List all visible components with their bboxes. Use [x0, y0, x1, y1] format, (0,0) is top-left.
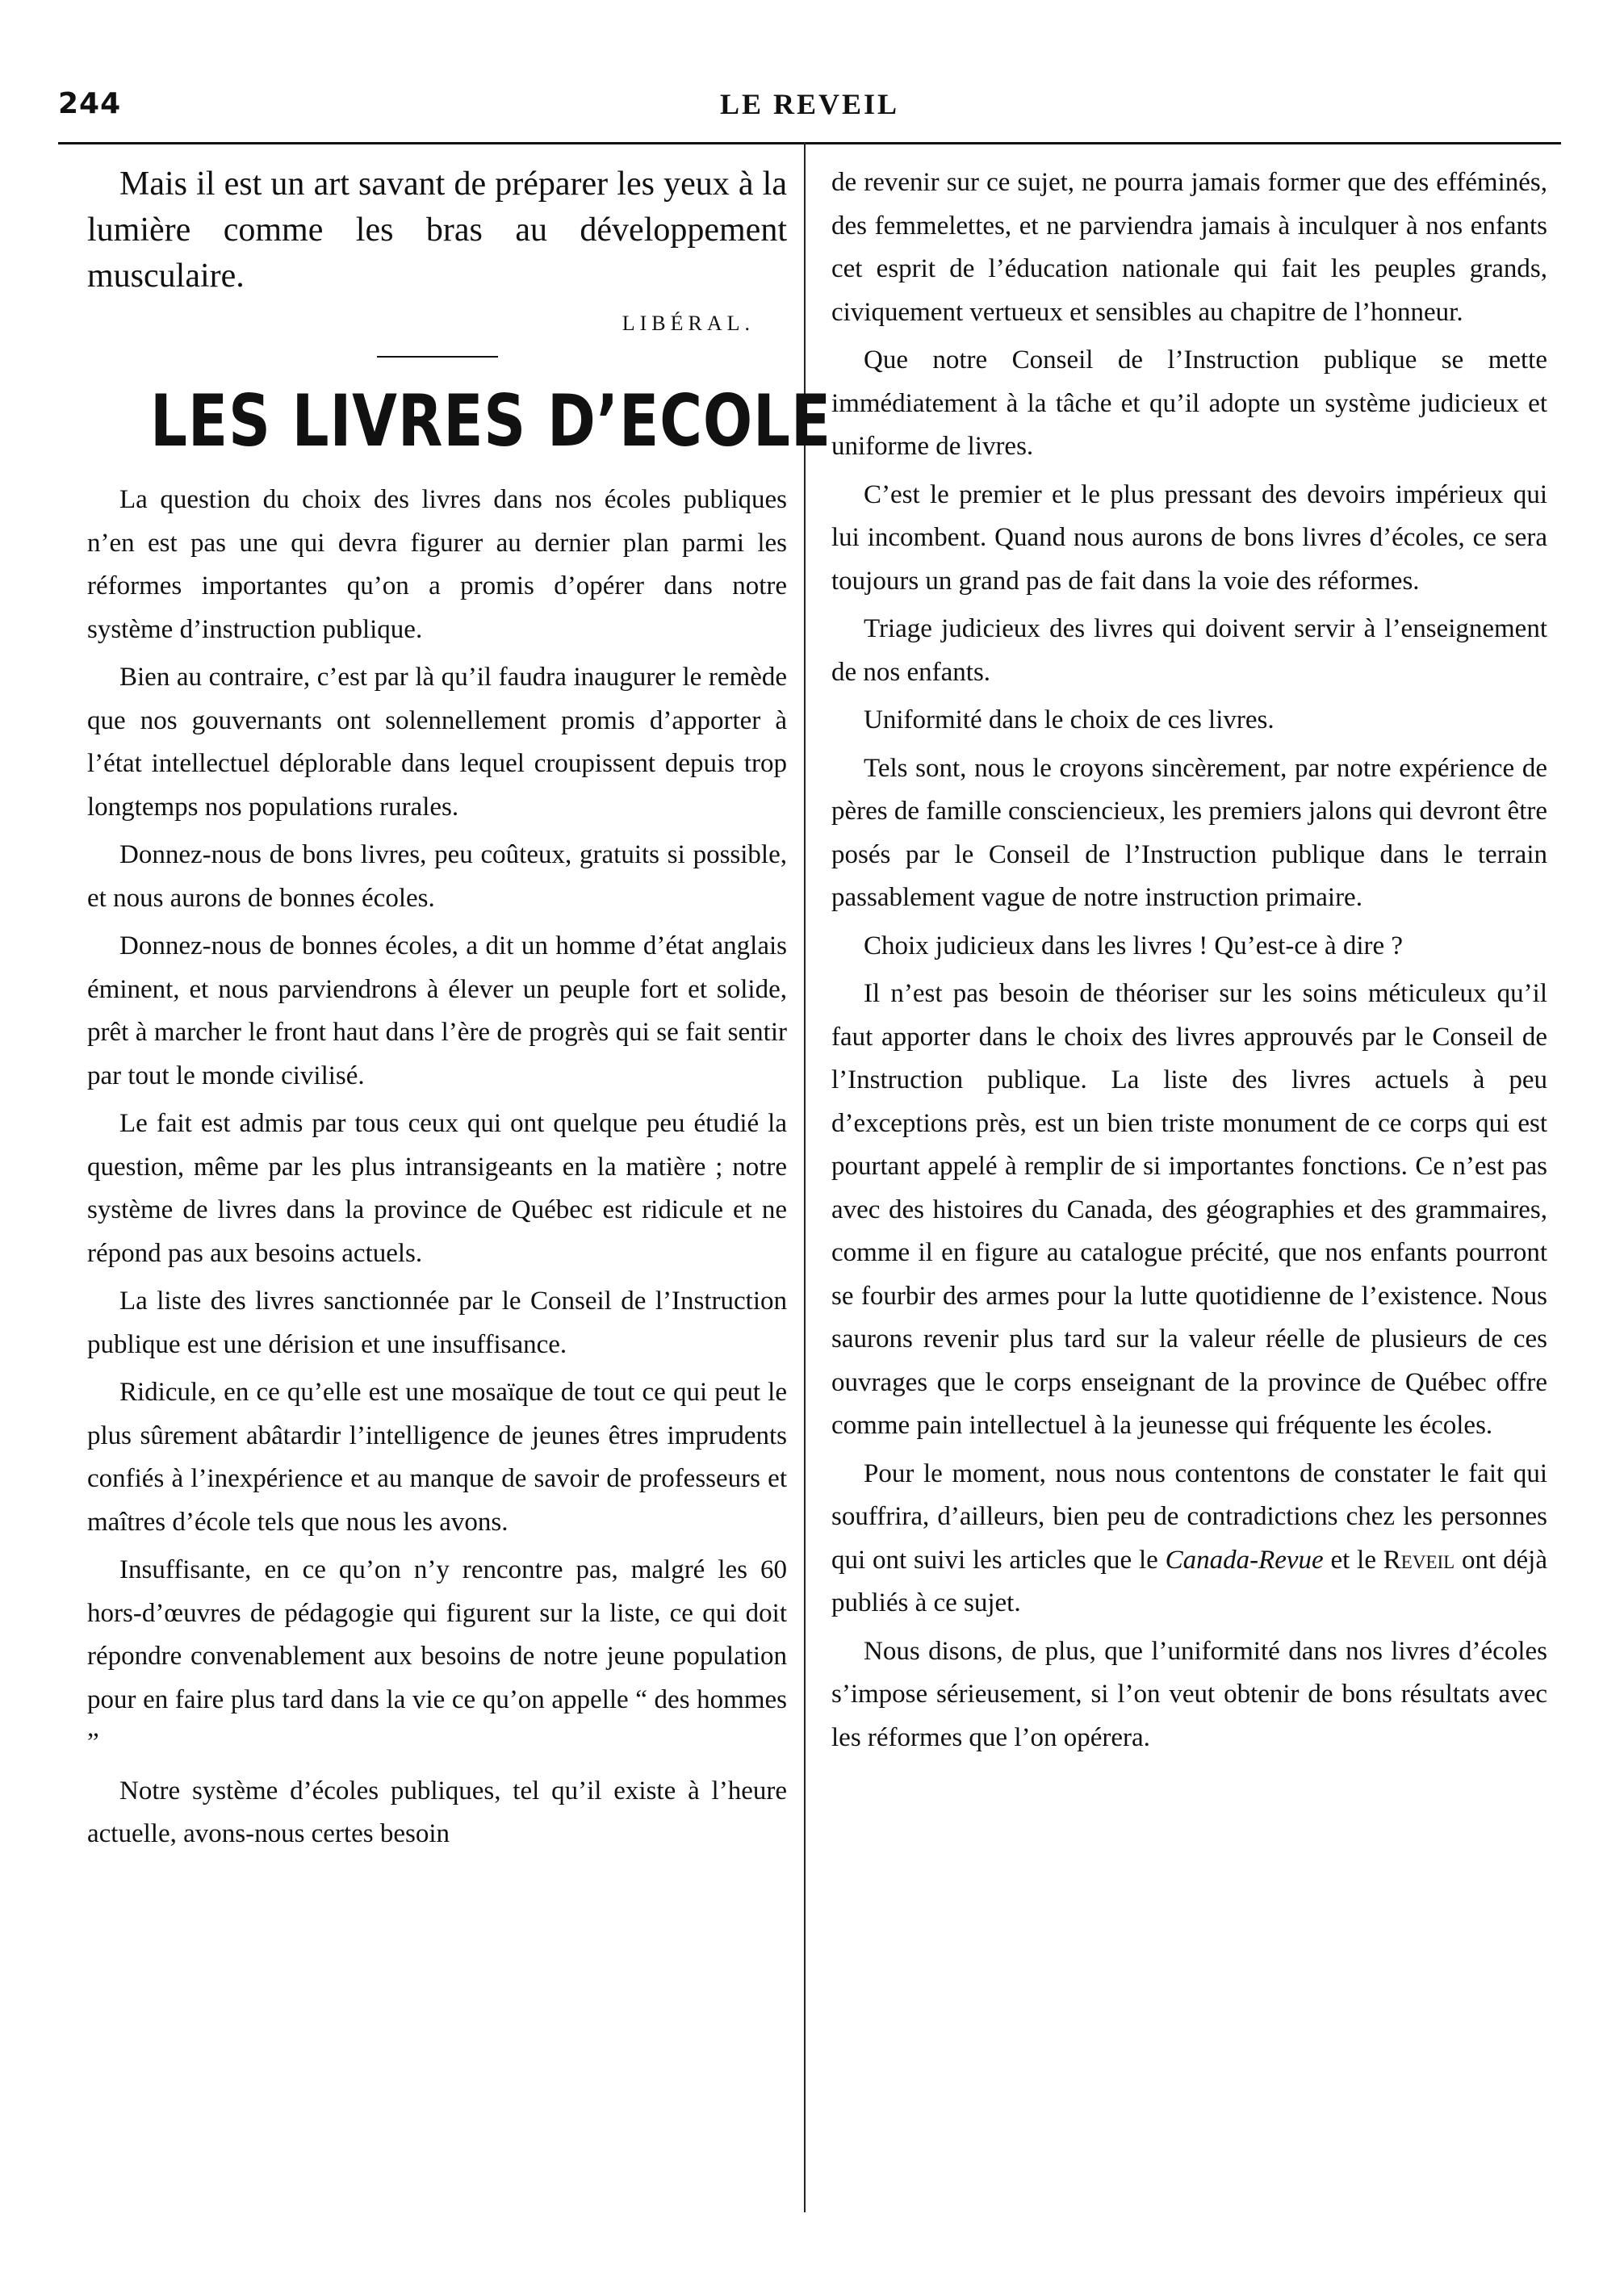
header-rule [58, 142, 1561, 144]
article-paragraph: Insuffisante, en ce qu’on n’y rencontre pas, malgré les 60 hors-d’œuvres de pédagogie qui figurent sur la liste, ce qui doit répondre convenablement aux besoins de notre jeune population pour en faire plus tard dans la vie ce qu’on appelle “ des hommes ” [87, 1555, 787, 1757]
signature: LIBÉRAL. [622, 312, 755, 335]
moment-text-end: ont déjà publiés à ce sujet. [831, 1545, 1547, 1617]
article-paragraph: La question du choix des livres dans nos écoles publiques n’en est pas une qui devra figurer au dernier plan parmi les réformes importantes qu’on a promis d’opérer dans notre système d’instruction publique. [87, 485, 787, 644]
right-column [831, 161, 1547, 1764]
article-paragraph: Triage judicieux des livres qui doivent servir à l’enseignement de nos enfants. [831, 614, 1547, 687]
page-number: 244 [58, 87, 122, 120]
article-headline: LES LIVRES D’ECOLE [150, 379, 831, 462]
article-paragraph: Il n’est pas besoin de théoriser sur les soins méticuleux qu’il faut apporter dans le choix des livres approuvés par le Conseil de l’Instruction publique. La liste des livres actuels à peu d’exceptions près, est un bien triste monument de ce corps qui est pourtant appelé à remplir de si importantes fonctions. Ce n’est pas avec des histoires du Canada, des géographies et des grammaires, comme il en figure au catalogue précité, que nos enfants pourront se fourbir des armes pour la lutte quotidienne de l’existence. Nous saurons revenir plus tard sur la valeur réelle de plusieurs de ces ouvrages que le corps enseignant de la province de Québec offre comme pain intellectuel à la jeunesse qui fréquente les écoles. [831, 979, 1547, 1440]
running-title: LE REVEIL [719, 88, 900, 120]
article-paragraph: Nous disons, de plus, que l’uniformité dans nos livres d’écoles s’impose sérieusement, si l’on veut obtenir de bons résultats avec les réformes que l’on opérera. [831, 1636, 1547, 1752]
publication-name-smallcaps: Reveil [1383, 1545, 1455, 1575]
lead-paragraph-block [87, 161, 787, 299]
article-paragraph: Tels sont, nous le croyons sincèrement, par notre expérience de pères de famille consciencieux, les premiers jalons qui devront être posés par le Conseil de l’Instruction publique dans le terrain passablement vague de notre instruction primaire. [831, 753, 1548, 912]
article-paragraph: Le fait est admis par tous ceux qui ont quelque peu étudié la question, même par les plus intransigeants en la matière ; notre système de livres dans la province de Québec est ridicule et ne répond pas aux besoins actuels. [87, 1109, 787, 1268]
article-paragraph: Choix judicieux dans les livres ! Qu’est-ce à dire ? [864, 931, 1404, 960]
moment-text-start: Pour le moment, nous nous contentons de constater le fait qui souffrira, d’ailleurs, bien peu de contradictions chez les personnes qui ont suivi les articles que le [831, 1458, 1547, 1575]
article-paragraph: Notre système d’écoles publiques, tel qu’il existe à l’heure actuelle, avons-nous certes besoin [87, 1776, 787, 1848]
left-column [87, 161, 831, 1861]
article-paragraph: C’est le premier et le plus pressant des devoirs impérieux qui lui incombent. Quand nous aurons de bons livres d’écoles, ce sera toujours un grand pas de fait dans la voie des réformes. [831, 479, 1547, 596]
article-paragraph: Uniformité dans le choix de ces livres. [864, 705, 1275, 734]
moment-text-middle: et le [1323, 1545, 1383, 1575]
publication-name-italic: Canada-Revue [1165, 1545, 1324, 1575]
article-paragraph: Ridicule, en ce qu’elle est une mosaïque de tout ce qui peut le plus sûrement abâtardir l’intelligence de jeunes êtres imprudents confiés à l’inexpérience et au manque de savoir de professeurs et maîtres d’école tels que nous les avons. [87, 1378, 787, 1537]
article-paragraph: Bien au contraire, c’est par là qu’il faudra inaugurer le remède que nos gouvernants ont solennellement promis d’apporter à l’état intellectuel déplorable dans lequel croupissent depuis trop longtemps nos populations rurales. [87, 663, 787, 822]
article-paragraph: Que notre Conseil de l’Instruction publique se mette immédiatement à la tâche et qu’il adopte un système judicieux et uniforme de livres. [831, 345, 1547, 461]
lead-paragraph: Mais il est un art savant de préparer les yeux à la lumière comme les bras au développement musculaire. [87, 165, 787, 295]
page-header [58, 87, 1561, 132]
continued-paragraph: de revenir sur ce sujet, ne pourra jamais former que des efféminés, des femmelettes, et ne parviendra jamais à inculquer à nos enfants cet esprit de l’éducation nationale qui fait les peuples grands, civiquement vertueux et sensibles au chapitre de l’honneur. [831, 168, 1547, 327]
article-paragraph-moment [831, 1453, 1547, 1626]
article-paragraph: La liste des livres sanctionnée par le Conseil de l’Instruction publique est une dérision et une insuffisance. [87, 1287, 787, 1359]
article-paragraph: Donnez-nous de bons livres, peu coûteux, gratuits si possible, et nous aurons de bonnes écoles. [87, 840, 787, 913]
section-divider [377, 356, 498, 358]
article-paragraph: Donnez-nous de bonnes écoles, a dit un homme d’état anglais éminent, et nous parviendrons à élever un peuple fort et solide, prêt à marcher le front haut dans l’ère de progrès qui se fait sentir par tout le monde civilisé. [87, 931, 787, 1090]
